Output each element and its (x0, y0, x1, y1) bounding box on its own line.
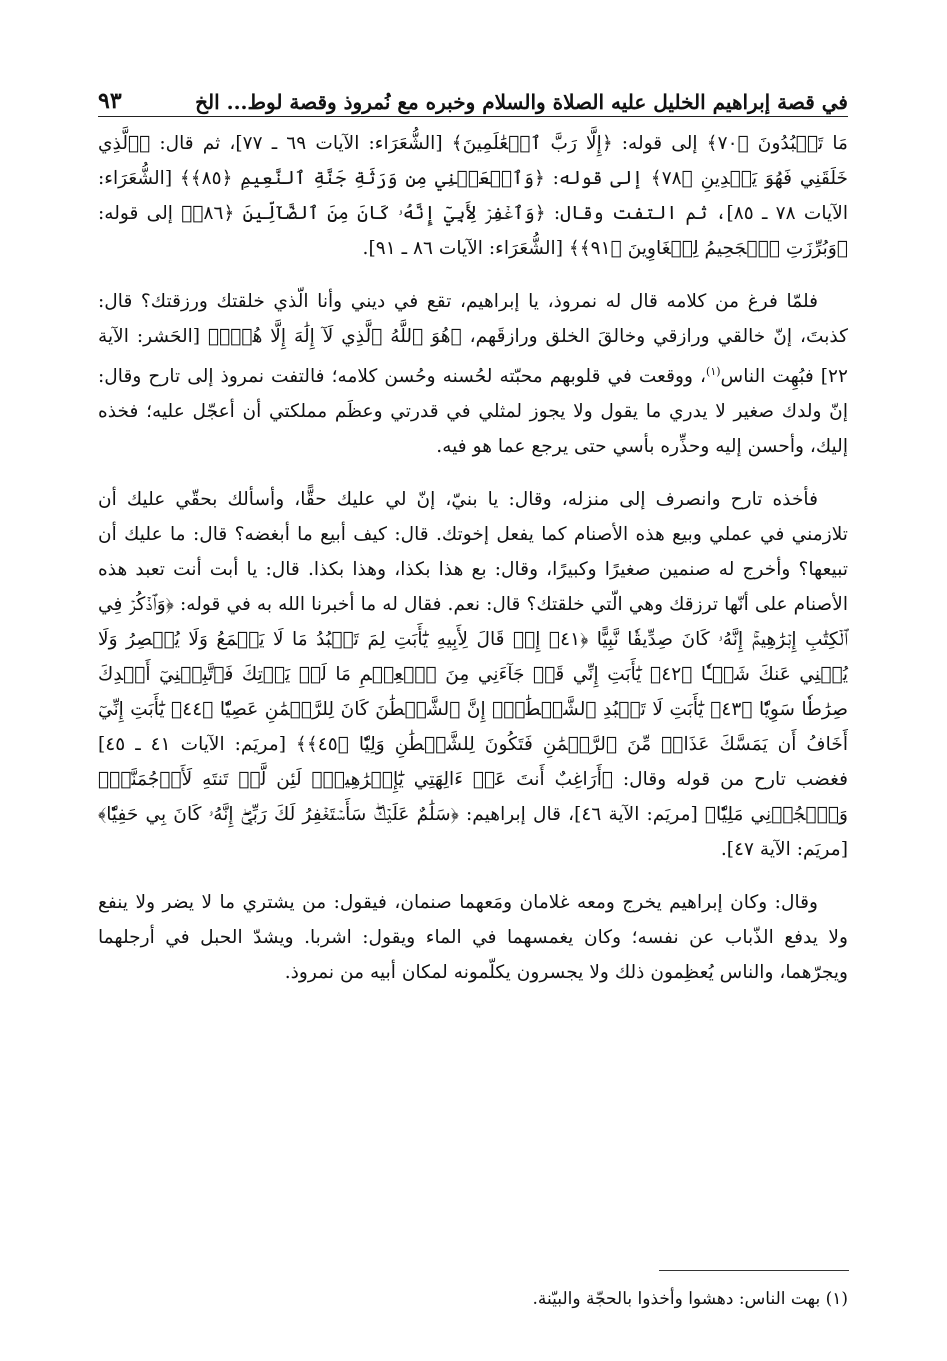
running-title: في قصة إبراهيم الخليل عليه الصلاة والسلام وخبره مع نُمروذ وقصة لوط... الخ (195, 90, 848, 114)
footnote: (١) بهت الناس: دهشوا وأخذوا بالحجّة والبيّنة. (532, 1289, 848, 1309)
running-header (98, 78, 848, 114)
paragraph-4: وقال: وكان إبراهيم يخرج ومعه غلامان ومَعهما صنمان، فيقول: من يشتري ما لا يضر ولا ينفع ولا يدفع الذّباب عن نفسه؛ وكان يغمسهما في الماء ويقول: اشربا. ويشدّ الحبل في أرجلهما ويجرّهما، والناس يُعظِمون ذلك ولا يجسرون يكلّمونه لمكان أبيه من نمروذ. (98, 892, 848, 984)
body-text (98, 126, 848, 990)
header-rule (98, 116, 848, 117)
paragraph-2-text: فلمّا فرغ من كلامه قال له نمروذ، يا إبراهيم، تقع في ديني وأنا الّذي خلقتك ورزقتك؟ قال: كذبتَ، إنّ خالقي ورازقي وخالقَ الخلق ورازقَهم، ﴿هُوَ ٱللَّهُ ٱلَّذِي لَآ إِلَٰهَ إِلَّا هُوَۖ﴾ [الحَشر: الآية ٢٢] فبُهِت الناس (98, 291, 848, 388)
footnote-rule (659, 1270, 849, 1271)
paragraph-2-continuation: ، ووقعت في قلوبهم محبّته لحُسنه وحُسن كلامه؛ فالتفت نمروذ إلى تارح وقال: إنّ ولدك صغير لا يدري ما يقول ولا يجوز لمثلي في قدرتي وعظَم مملكتي أن أعجّل عليه؛ فخذه إليك، وأحسن إليه وحذِّره بأسي حتى يرجع عما هو فيه. (98, 366, 848, 458)
paragraph-2 (98, 284, 848, 464)
paragraph-1: مَا تَعۡبُدُونَ ﴿٧٠﴾ إلى قوله: ﴿إِلَّا رَبَّ ٱلۡعَٰلَمِينَ﴾ [الشُّعَرَاء: الآيات ٦٩ ـ ٧٧]، ثم قال: ﴿ٱلَّذِي خَلَقَنِي فَهُوَ يَهۡدِينِ ﴿٧٨﴾ إلى قوله: ﴿وَٱجۡعَلۡنِي مِن وَرَثَةِ جَنَّةِ ٱلنَّعِيمِ ﴿٨٥﴾﴾ [الشُّعَرَاء: الآيات ٧٨ ـ ٨٥]، ثم التفت وقال: ﴿وَٱغۡفِرۡ لِأَبِيٓ إِنَّهُۥ كَانَ مِنَ ٱلضَّآلِّينَ ﴿٨٦﴾﴾ إلى قوله: ﴿وَبُرِّزَتِ ٱلۡجَحِيمُ لِلۡغَاوِينَ ﴿٩١﴾﴾ [الشُّعَرَاء: الآيات ٨٦ ـ ٩١]. (98, 133, 848, 259)
page-number: ٩٣ (98, 88, 122, 114)
footnote-marker[interactable]: (١) (706, 365, 721, 378)
paragraph-3: فأخذه تارح وانصرف إلى منزله، وقال: يا بنيّ، إنّ لي عليك حقًّا، وأسألك بحقّي عليك أن تلازمني في عملي وبيع هذه الأصنام كما يفعل إخوتك. قال: كيف أبيع ما أبغضه؟ قال: ما عليك أن تبيعها؟ وأخرج له صنمين صغيرًا وكبيرًا، وقال: بع هذا بكذا، وهذا بكذا. قال: يا أبت أنت تعبد هذه الأصنام على أنّها ترزقك وهي الّتي خلقتك؟ قال: نعم. فقال له ما أخبرنا الله به في قوله: ﴿وَٱذۡكُرۡ فِي ٱلۡكِتَٰبِ إِبۡرَٰهِيمَۚ إِنَّهُۥ كَانَ صِدِّيقٗا نَّبِيًّا ﴿٤١﴾ إِذۡ قَالَ لِأَبِيهِ يَٰٓأَبَتِ لِمَ تَعۡبُدُ مَا لَا يَسۡمَعُ وَلَا يُبۡصِرُ وَلَا يُغۡنِي عَنكَ شَيۡـٔٗا ﴿٤٢﴾ يَٰٓأَبَتِ إِنِّي قَدۡ جَآءَنِي مِنَ ٱلۡعِلۡمِ مَا لَمۡ يَأۡتِكَ فَٱتَّبِعۡنِيٓ أَهۡدِكَ صِرَٰطٗا سَوِيّٗا ﴿٤٣﴾ يَٰٓأَبَتِ لَا تَعۡبُدِ ٱلشَّيۡطَٰنَۖ إِنَّ ٱلشَّيۡطَٰنَ كَانَ لِلرَّحۡمَٰنِ عَصِيّٗا ﴿٤٤﴾ يَٰٓأَبَتِ إِنِّيٓ أَخَافُ أَن يَمَسَّكَ عَذَابٞ مِّنَ ٱلرَّحۡمَٰنِ فَتَكُونَ لِلشَّيۡطَٰنِ وَلِيّٗا ﴿٤٥﴾﴾ [مريَم: الآيات ٤١ ـ ٤٥] فغضب تارح من قوله وقال: ﴿أَرَاغِبٌ أَنتَ عَنۡ ءَالِهَتِي يَٰٓإِبۡرَٰهِيمُۖ لَئِن لَّمۡ تَنتَهِ لَأَرۡجُمَنَّكَۖ وَٱهۡجُرۡنِي مَلِيّٗا﴾ [مريَم: الآية ٤٦]، قال إبراهيم: ﴿سَلَٰمٌ عَلَيۡكَۖ سَأَسۡتَغۡفِرُ لَكَ رَبِّيٓۖ إِنَّهُۥ كَانَ بِي حَفِيّٗا﴾ [مريَم: الآية ٤٧]. (98, 489, 848, 861)
